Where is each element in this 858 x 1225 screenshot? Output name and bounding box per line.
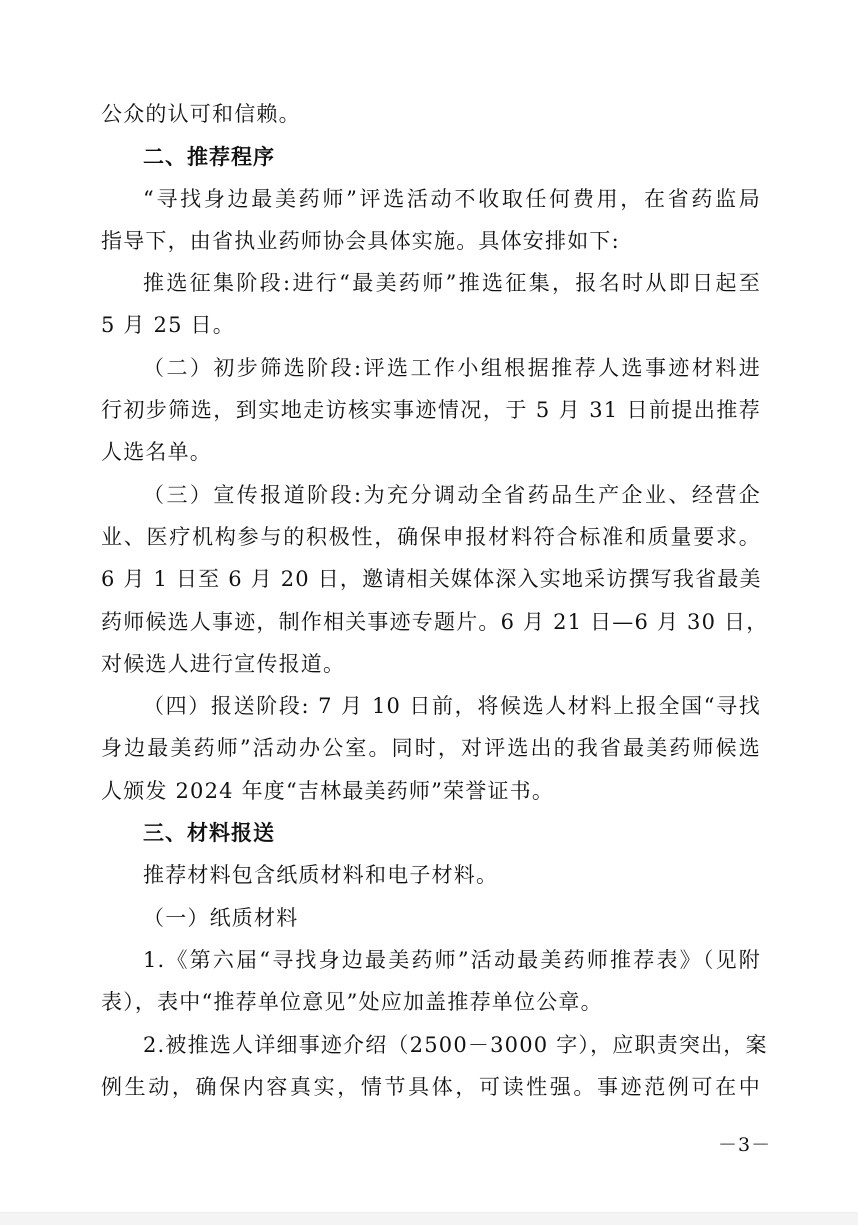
paragraph-line: 6 月 1 日至 6 月 20 日，邀请相关媒体深入实地采访撰写我省最美 <box>101 567 762 591</box>
paragraph-line: 对候选人进行宣传报道。 <box>101 652 346 676</box>
paragraph-line: 身边最美药师”活动办公室。同时，对评选出的我省最美药师候选 <box>101 736 761 760</box>
paragraph-line: 指导下，由省执业药师协会具体实施。具体安排如下: <box>101 229 620 253</box>
paragraph-line: 2.被推选人详细事迹介绍（2500－3000 字），应职责突出，案 <box>143 1033 768 1057</box>
paragraph-line: 推荐材料包含纸质材料和电子材料。 <box>143 863 499 887</box>
paragraph-line: （三）宣传报道阶段:为充分调动全省药品生产企业、经营企 <box>143 483 761 507</box>
subsection-heading-paper-materials: （一）纸质材料 <box>143 906 299 930</box>
page-number: －3－ <box>718 1134 772 1156</box>
paragraph-line: 例生动，确保内容真实，情节具体，可读性强。事迹范例可在中 <box>101 1075 761 1099</box>
paragraph-line: 人颁发 2024 年度“吉林最美药师”荣誉证书。 <box>101 779 555 803</box>
paragraph-line: 行初步筛选，到实地走访核实事迹情况，于 5 月 31 日前提出推荐 <box>101 398 761 422</box>
paragraph-line: 表），表中“推荐单位意见”处应加盖推荐单位公章。 <box>101 990 603 1014</box>
paragraph-line: 1.《第六届“寻找身边最美药师”活动最美药师推荐表》（见附 <box>143 948 761 972</box>
paragraph-line: （四）报送阶段: 7 月 10 日前，将候选人材料上报全国“寻找 <box>143 694 761 718</box>
paragraph-line: 推选征集阶段:进行“最美药师”推选征集，报名时从即日起至 <box>143 271 761 295</box>
paragraph-line: 公众的认可和信赖。 <box>101 102 301 126</box>
paragraph-line: “寻找身边最美药师”评选活动不收取任何费用，在省药监局 <box>143 187 761 211</box>
paragraph-line: 人选名单。 <box>101 440 212 464</box>
section-heading-recommendation-procedure: 二、推荐程序 <box>143 145 275 169</box>
paragraph-line: （二）初步筛选阶段:评选工作小组根据推荐人选事迹材料进 <box>143 356 761 380</box>
section-heading-materials-submission: 三、材料报送 <box>143 821 275 845</box>
paragraph-line: 药师候选人事迹，制作相关事迹专题片。6 月 21 日—6 月 30 日， <box>101 610 769 634</box>
page-bottom-edge <box>0 1212 858 1225</box>
paragraph-line: 业、医疗机构参与的积极性，确保申报材料符合标准和质量要求。 <box>101 525 761 549</box>
paragraph-line: 5 月 25 日。 <box>101 313 235 337</box>
